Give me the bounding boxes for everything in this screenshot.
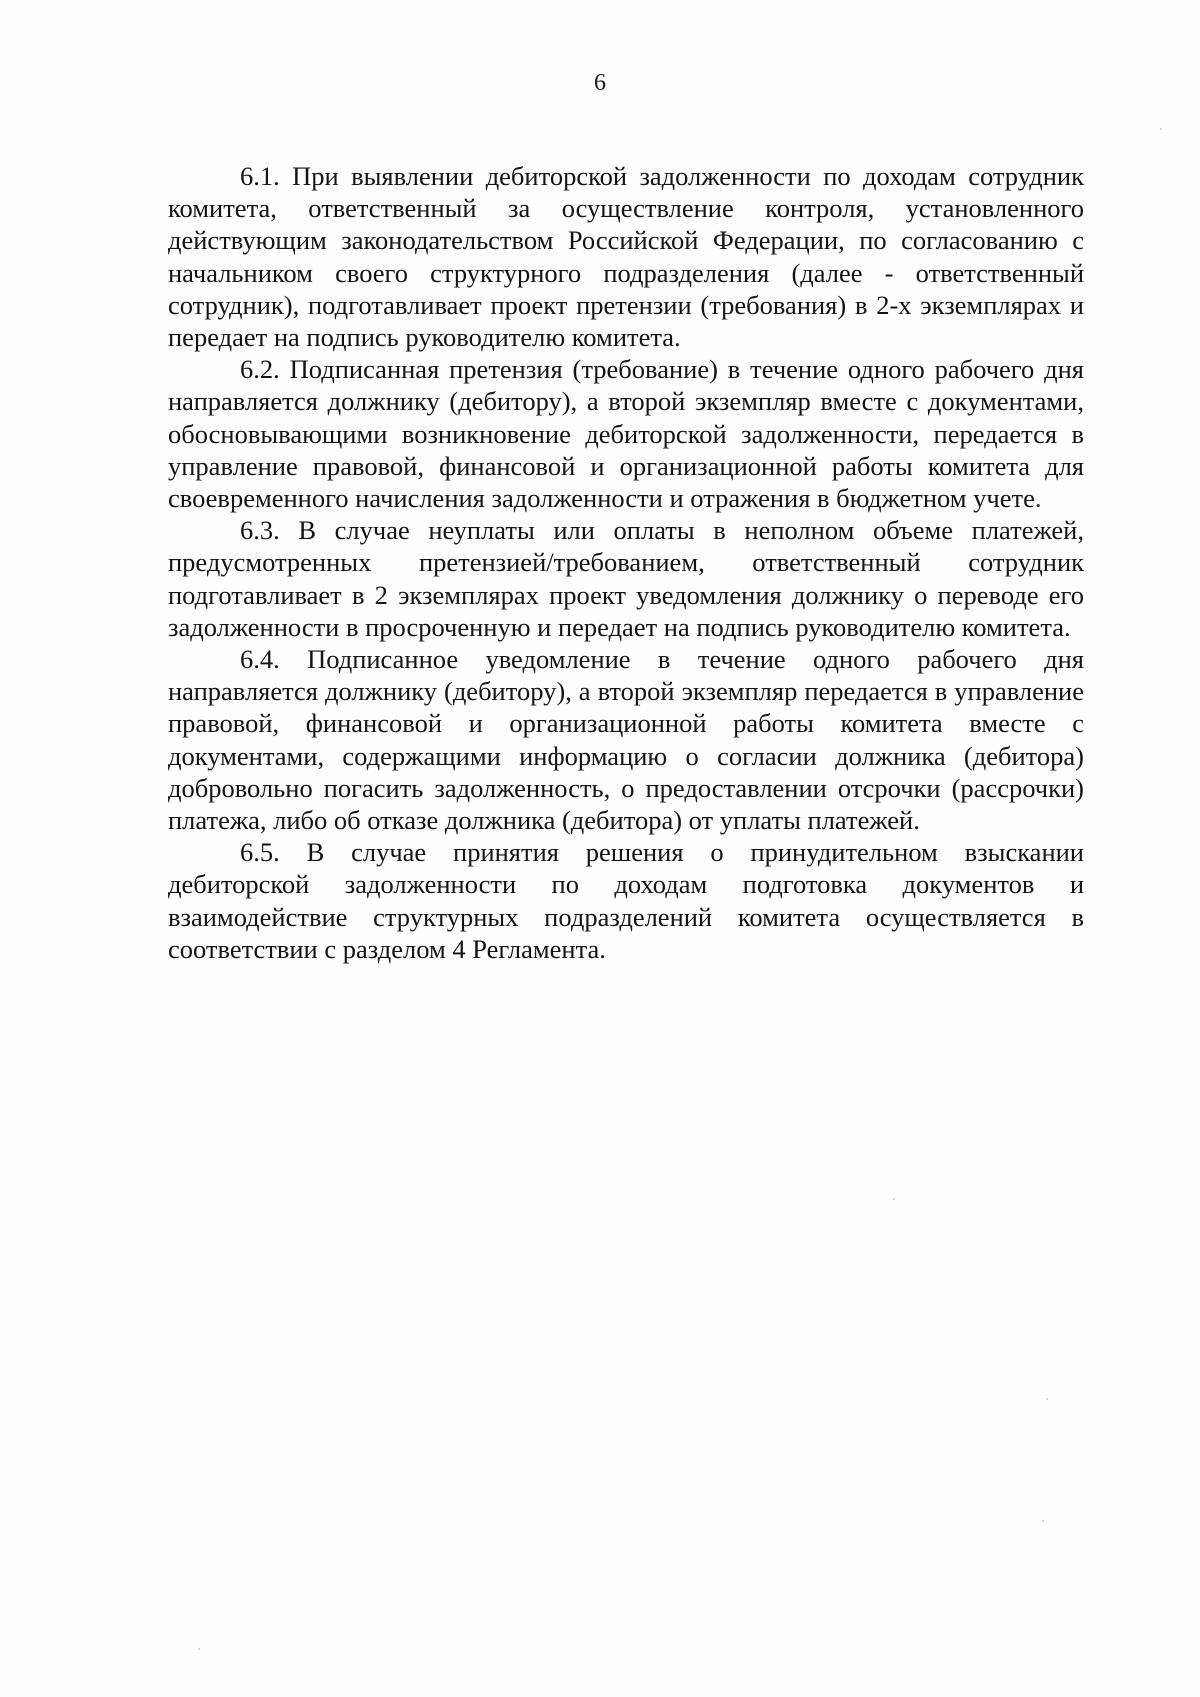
scan-speck: [1046, 1398, 1048, 1400]
scan-speck: [893, 1198, 895, 1200]
scan-speck: [1042, 1520, 1044, 1522]
paragraph-6-1: 6.1. При выявлении дебиторской задолженности по доходам сотрудник комитета, ответственный за осуществление контроля, установленного действующим законодательством Российской Федерации, по согласованию с начальником своего структурного подразделения (далее - ответственный сотрудник), подготавливает проект претензии (требования) в 2-х экземплярах и передает на подпись руководителю комитета.: [168, 161, 1084, 353]
scan-speck: [198, 1648, 200, 1650]
paragraph-6-2: 6.2. Подписанная претензия (требование) в течение одного рабочего дня направляется должнику (дебитору), а второй экземпляр вместе с документами, обосновывающими возникновение дебиторской задолженности, передается в управление правовой, финансовой и организационной работы комитета для своевременного начисления задолженности и отражения в бюджетном учете.: [168, 354, 1084, 514]
scan-speck: [1160, 128, 1162, 130]
paragraph-6-3: 6.3. В случае неуплаты или оплаты в неполном объеме платежей, предусмотренных претензией/требованием, ответственный сотрудник подготавливает в 2 экземплярах проект уведомления должнику о переводе его задолженности в просроченную и передает на подпись руководителю комитета.: [168, 515, 1084, 642]
page-number: 6: [594, 70, 606, 96]
paragraph-6-5: 6.5. В случае принятия решения о принудительном взыскании дебиторской задолженности по доходам подготовка документов и взаимодействие структурных подразделений комитета осуществляется в соответствии с разделом 4 Регламента.: [168, 837, 1084, 964]
document-body: [168, 160, 1084, 965]
paragraph-6-4: 6.4. Подписанное уведомление в течение одного рабочего дня направляется должнику (дебитору), а второй экземпляр передается в управление правовой, финансовой и организационной работы комитета вместе с документами, содержащими информацию о согласии должника (дебитора) добровольно погасить задолженность, о предоставлении отсрочки (рассрочки) платежа, либо об отказе должника (дебитора) от уплаты платежей.: [168, 644, 1084, 836]
